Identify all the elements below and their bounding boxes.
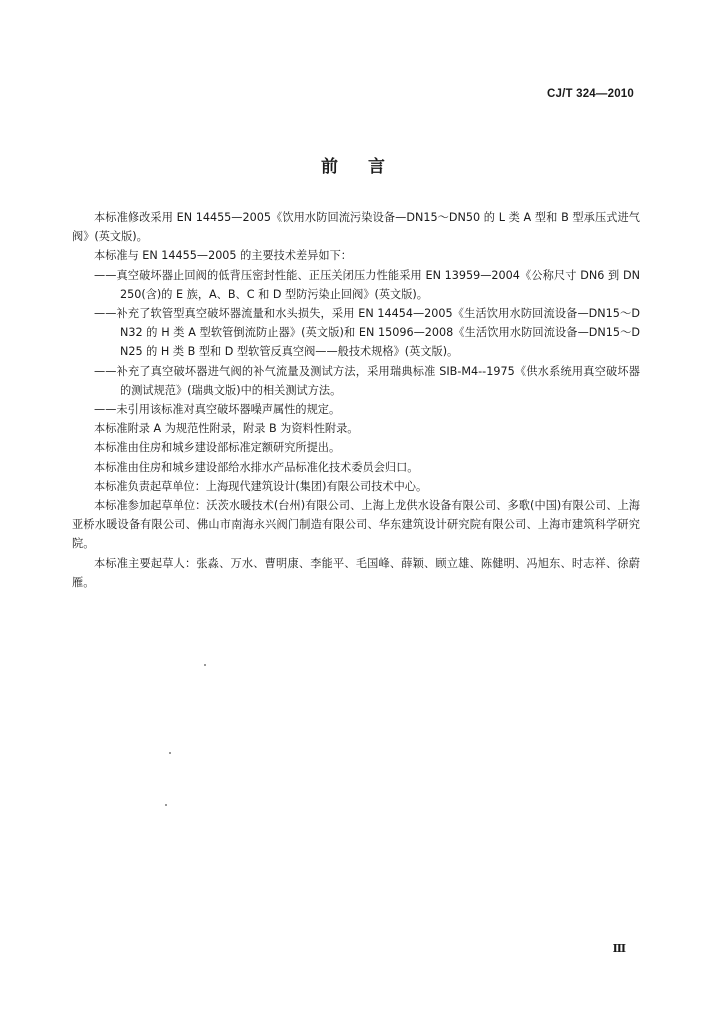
document-body bbox=[72, 208, 640, 592]
paragraph-proposer: 本标准由住房和城乡建设部标准定额研究所提出。 bbox=[94, 441, 341, 455]
paragraph-adoption: 本标准修改采用 EN 14455—2005《饮用水防回流污染设备—DN15～DN50 的 L 类 A 型和 B 型承压式进气阀》(英文版)。 bbox=[72, 211, 640, 244]
page-title: 前言 bbox=[321, 157, 415, 177]
paragraph-annex: 本标准附录 A 为规范性附录，附录 B 为资料性附录。 bbox=[94, 422, 359, 436]
difference-item: ——补充了真空破坏器进气阀的补气流量及测试方法，采用瑞典标准 SIB-M4--1975《供水系统用真空破坏器的测试规范》(瑞典文版)中的相关测试方法。 bbox=[94, 364, 640, 397]
difference-item: ——补充了软管型真空破坏器流量和水头损失，采用 EN 14454—2005《生活饮用水防回流设备—DN15～DN32 的 H 类 A 型软管倒流防止器》(英文版)和 EN 15096—2008《生活饮用水防回流设备—DN15～DN25 的 H 类 B 型和 D 型软管反真空阀——般技术规格》(英文版)。 bbox=[94, 307, 640, 359]
scan-speck bbox=[169, 752, 171, 754]
page-number: Ⅲ bbox=[612, 942, 626, 955]
difference-item: ——未引用该标准对真空破坏器噪声属性的规定。 bbox=[94, 403, 341, 417]
scan-speck bbox=[165, 804, 167, 806]
paragraph-committee: 本标准由住房和城乡建设部给水排水产品标准化技术委员会归口。 bbox=[94, 460, 419, 474]
paragraph-main-drafters: 本标准主要起草人：张淼、万水、曹明康、李能平、毛国峰、薛颖、顾立雄、陈健明、冯旭东、时志祥、徐蔚雁。 bbox=[72, 556, 640, 589]
paragraph-lead-drafter: 本标准负责起草单位：上海现代建筑设计(集团)有限公司技术中心。 bbox=[94, 479, 428, 493]
difference-item: ——真空破坏器止回阀的低背压密封性能、正压关闭压力性能采用 EN 13959—2004《公称尺寸 DN6 到 DN250(含)的 E 族，A、B、C 和 D 型防污染止回阀》(英文版)。 bbox=[94, 268, 640, 301]
standard-code: CJ/T 324—2010 bbox=[547, 88, 634, 100]
paragraph-participating-drafters: 本标准参加起草单位：沃茨水暖技术(台州)有限公司、上海上龙供水设备有限公司、多歌(中国)有限公司、上海亚桥水暖设备有限公司、佛山市南海永兴阀门制造有限公司、华东建筑设计研究院有限公司、上海市建筑科学研究院。 bbox=[72, 499, 640, 551]
scan-speck bbox=[204, 664, 206, 666]
paragraph-differences-intro: 本标准与 EN 14455—2005 的主要技术差异如下： bbox=[94, 249, 352, 263]
